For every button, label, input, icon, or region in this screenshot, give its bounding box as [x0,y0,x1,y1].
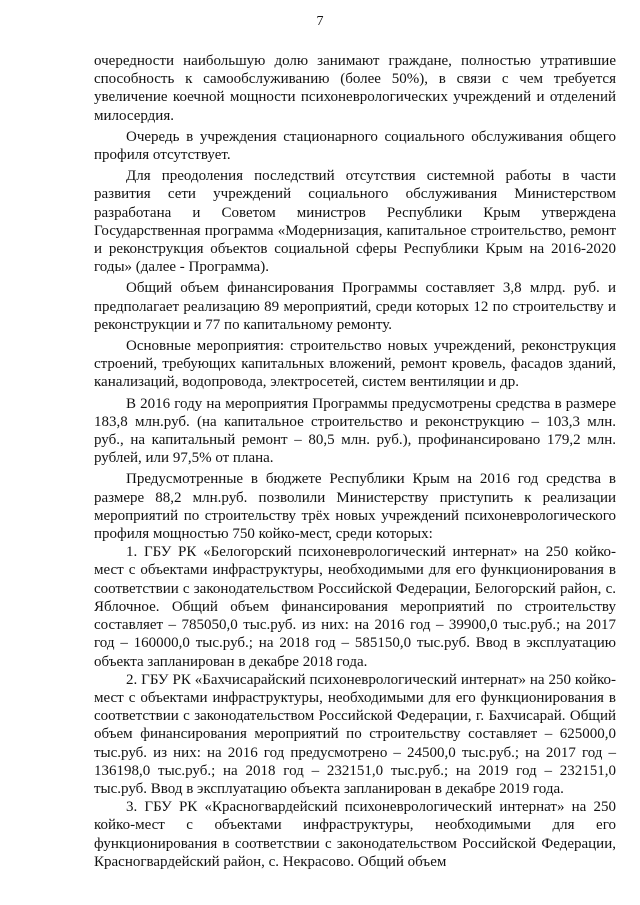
paragraph-program-funding: Общий объем финансирования Программы составляет 3,8 млрд. руб. и предполагает реализацию 89 мероприятий, среди которых 12 по строительству и реконструкции и 77 по капитальному ремонту. [94,280,616,333]
paragraph-queue-continuation: очередности наибольшую долю занимают граждане, полностью утратившие способность к самообслуживанию (более 50%), в связи с чем требуется увеличение коечной мощности психоневрологических учреждений и отделений милосердия. [94,53,616,124]
list-item-belogorsk: 1. ГБУ РК «Белогорский психоневрологический интернат» на 250 койко-мест с объектами инфраструктуры, необходимыми для его функционирования в соответствии с законодательством Российской Федерации, Белогорский район, с. Яблочное. Общий объем финансирования мероприятий по строительству составляет – 785050,0 тыс.руб. из них: на 2016 год – 39900,0 тыс.руб.; на 2017 год – 160000,0 тыс.руб.; на 2018 год – 585150,0 тыс.руб. Ввод в эксплуатацию объекта запланирован в декабре 2018 года. [94,544,616,670]
paragraph-2016-funding: В 2016 году на мероприятия Программы предусмотрены средства в размере 183,8 млн.руб. (на капитальное строительство и реконструкцию – 103,3 млн. руб., на капитальный ремонт – 80,5 млн. руб.), профинансировано 179,2 млн. рублей, или 97,5% от плана. [94,395,616,467]
list-item-bakhchisaray: 2. ГБУ РК «Бахчисарайский психоневрологический интернат» на 250 койко-мест с объектами инфраструктуры, необходимыми для его функционирования в соответствии с законодательством Российской Федерации, г. Бахчисарай. Общий объем финансирования мероприятий по строительству составляет – 625000,0 тыс.руб. из них: на 2016 год предусмотрено – 24500,0 тыс.руб.; на 2017 год – 136198,0 тыс.руб.; на 2018 год – 232151,0 тыс.руб.; на 2019 год – 232151,0 тыс.руб. Ввод в эксплуатацию объекта запланирован в декабре 2019 года. [94,671,616,797]
paragraph-program-adoption: Для преодоления последствий отсутствия системной работы в части развития сети учреждений социального обслуживания Министерством разработана и Советом министров Республики Крым утверждена Государственная программа «Модернизация, капитальное строительство, ремонт и реконструкция объектов социальной сферы Республики Крым на 2016-2020 годы» (далее - Программа). [94,168,616,276]
paragraph-budget-2016: Предусмотренные в бюджете Республики Крым на 2016 год средства в размере 88,2 млн.руб. позволили Министерству приступить к реализации мероприятий по строительству трёх новых учреждений психоневрологического профиля мощностью 750 койко-мест, среди которых: [94,471,616,543]
document-body [94,52,616,871]
list-item-krasnogvardeysk: 3. ГБУ РК «Красногвардейский психоневрологический интернат» на 250 койко-мест с объектами инфраструктуры, необходимыми для его функционирования в соответствии с законодательством Российской Федерации, Красногвардейский район, с. Некрасово. Общий объем [94,799,616,870]
paragraph-general-queue: Очередь в учреждения стационарного социального обслуживания общего профиля отсутствует. [94,128,616,164]
paragraph-main-activities: Основные мероприятия: строительство новых учреждений, реконструкция строений, требующих капитальных вложений, ремонт кровель, фасадов зданий, канализаций, водопровода, электросетей, систем вентиляции и др. [94,338,616,391]
page-number: 7 [316,14,324,29]
